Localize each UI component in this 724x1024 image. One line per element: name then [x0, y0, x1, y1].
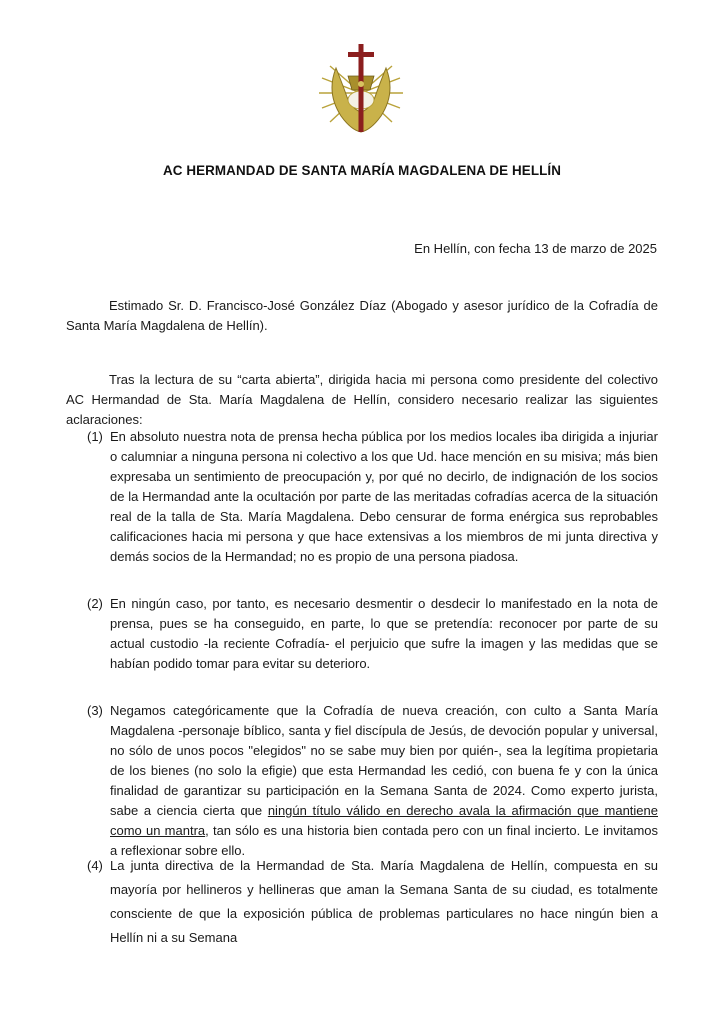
date-line: En Hellín, con fecha 13 de marzo de 2025	[414, 241, 657, 256]
item-number: (1)	[87, 429, 103, 444]
item-text: En absoluto nuestra nota de prensa hecha pública por los medios locales iba dirigida a injuriar o calumniar a ninguna persona ni colectivo a los que Ud. hace mención en su misiva; más bien expresaba un sentimiento de preocupación y, por qué no decirlo, de indignación de los socios de la Hermandad ante la ocultación por parte de las meritadas cofradías acerca de la situación real de la talla de Sta. María Magdalena. Debo censurar de forma enérgica sus reprobables calificaciones hacia mi persona y que hace extensivas a los miembros de mi junta directiva y demás socios de la Hermandad; no es propio de una persona piadosa.	[110, 429, 658, 564]
list-item	[87, 427, 658, 567]
item-text-part: Negamos categóricamente que la Cofradía de nueva creación, con culto a Santa María Magdalena -personaje bíblico, santa y fiel discípula de Jesús, de devoción popular y universal, no sólo de unos pocos "elegidos" no se sabe muy bien por quién-, sea la legítima propietaria de los bienes (no solo la efigie) que esta Hermandad les cedió, con buena fe y con la única finalidad de garantizar su participación en la Semana Santa de 2024. Como experto jurista, sabe a ciencia cierta que	[110, 703, 658, 818]
item-number: (2)	[87, 596, 103, 611]
item-text-part: , tan sólo es una historia bien contada pero con un final incierto. Le invitamos a reflexionar sobre ello.	[110, 823, 658, 858]
list-item	[87, 701, 658, 861]
hermandad-emblem-logo	[316, 38, 406, 138]
item-text	[110, 701, 658, 861]
underlined-statement: ningún título válido en derecho avala la afirmación que mantiene como un mantra	[110, 803, 658, 838]
list-item	[87, 594, 658, 674]
cross-emblem-icon	[316, 38, 406, 138]
item-number: (3)	[87, 703, 103, 718]
organization-title: AC HERMANDAD DE SANTA MARÍA MAGDALENA DE HELLÍN	[163, 163, 561, 178]
item-text: La junta directiva de la Hermandad de Sta. María Magdalena de Hellín, compuesta en su mayoría por hellineros y hellineras que aman la Semana Santa de su ciudad, es totalmente consciente de que la exposición pública de problemas particulares no hace ningún bien a Hellín ni a su Semana	[110, 858, 658, 945]
salutation: Estimado Sr. D. Francisco-José González Díaz (Abogado y asesor jurídico de la Cofradía de Santa María Magdalena de Hellín).	[66, 298, 658, 333]
item-number: (4)	[87, 858, 103, 873]
list-item	[87, 854, 658, 950]
intro-paragraph: Tras la lectura de su “carta abierta”, dirigida hacia mi persona como presidente del colectivo AC Hermandad de Sta. María Magdalena de Hellín, considero necesario realizar las siguientes aclaraciones:	[66, 372, 658, 427]
item-text: En ningún caso, por tanto, es necesario desmentir o desdecir lo manifestado en la nota de prensa, pues se ha conseguido, en parte, lo que se pretendía: reconocer por parte de su actual custodio -la reciente Cofradía- el perjuicio que sufre la imagen y las medidas que se habían podido tomar para evitar su deterioro.	[110, 596, 658, 671]
